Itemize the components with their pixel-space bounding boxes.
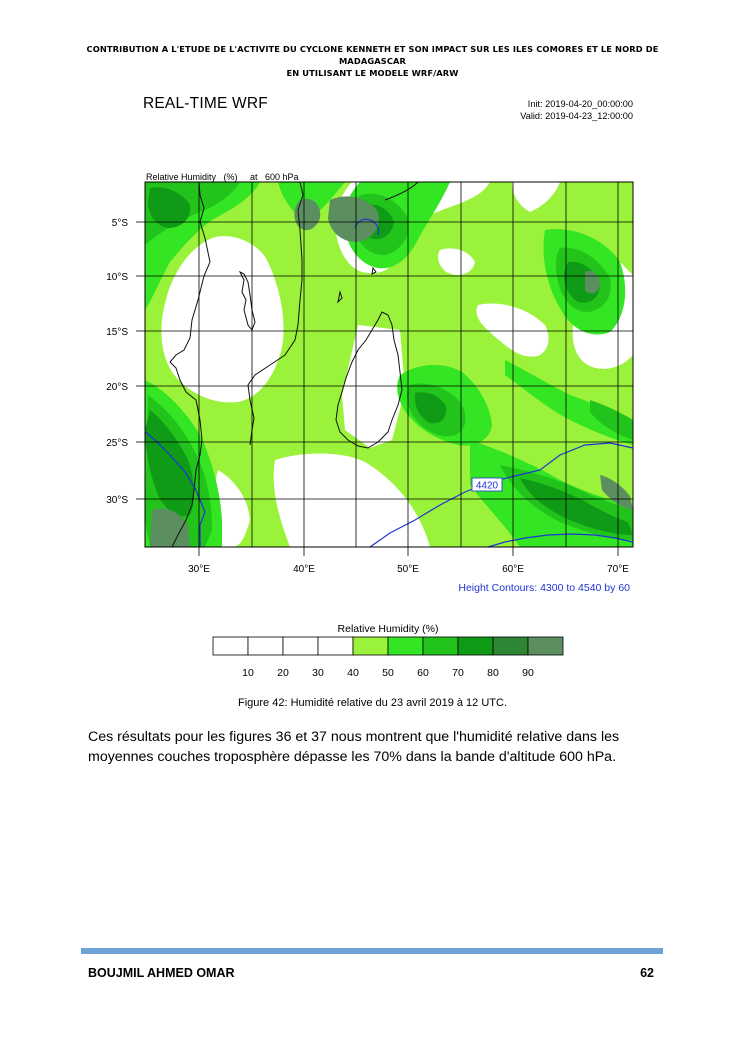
lon-label-30e: 30°E [188,564,210,575]
figure-caption: Figure 42: Humidité relative du 23 avril 2019 à 12 UTC. [237,697,508,709]
lat-label-5s: 5°S [111,218,128,229]
legend-tick-label: 10 [242,667,254,679]
footer-rule [81,948,663,954]
legend-tick-label: 90 [522,667,534,679]
lon-label-60e: 60°E [502,564,524,575]
legend-swatch [493,637,528,655]
legend-tick-label: 20 [277,667,289,679]
legend-tick-label: 60 [417,667,429,679]
lat-label-15s: 15°S [106,327,128,338]
legend-swatch [353,637,388,655]
legend-swatch [213,637,248,655]
legend-swatch [388,637,423,655]
lon-label-70e: 70°E [607,564,629,575]
lon-label-50e: 50°E [397,564,419,575]
field-label-humidity: Relative Humidity (%) at 600 hPa [146,172,299,182]
legend-tick-labels [242,667,534,679]
legend-tick-label: 70 [452,667,464,679]
page-number: 62 [640,966,654,980]
lat-label-25s: 25°S [106,438,128,449]
lat-label-30s: 30°S [106,495,128,506]
lon-label-40e: 40°E [293,564,315,575]
legend-swatch [458,637,493,655]
lat-label-20s: 20°S [106,382,128,393]
legend-swatch [528,637,563,655]
legend-swatch [318,637,353,655]
legend-tick-label: 30 [312,667,324,679]
legend-swatch [283,637,318,655]
contour-note: Height Contours: 4300 to 4540 by 60 [458,582,630,594]
figure-title: REAL-TIME WRF [143,95,268,112]
body-paragraph: Ces résultats pour les figures 36 et 37 nous montrent que l'humidité relative dans les moyennes couches troposphère dépasse les 70% dans la bande d'altitude 600 hPa. [88,729,620,765]
humidity-field [145,182,633,547]
init-time: Init: 2019-04-20_00:00:00 [527,99,633,109]
color-legend [213,637,563,655]
legend-tick-label: 40 [347,667,359,679]
valid-time: Valid: 2019-04-23_12:00:00 [520,110,633,121]
legend-title: Relative Humidity (%) [337,623,439,635]
legend-swatch [423,637,458,655]
contour-label: 4420 [475,480,499,492]
lat-label-10s: 10°S [106,272,128,283]
footer-author: BOUJMIL AHMED OMAR [88,966,235,980]
legend-tick-label: 50 [382,667,394,679]
header-line-1: CONTRIBUTION A L'ETUDE DE L'ACTIVITE DU CYCLONE KENNETH ET SON IMPACT SUR LES ILES COMORES ET LE NORD DE MADAGASCAR [86,44,659,66]
header-line-2: EN UTILISANT LE MODELE WRF/ARW [286,68,459,78]
legend-tick-label: 80 [487,667,499,679]
legend-swatch [248,637,283,655]
